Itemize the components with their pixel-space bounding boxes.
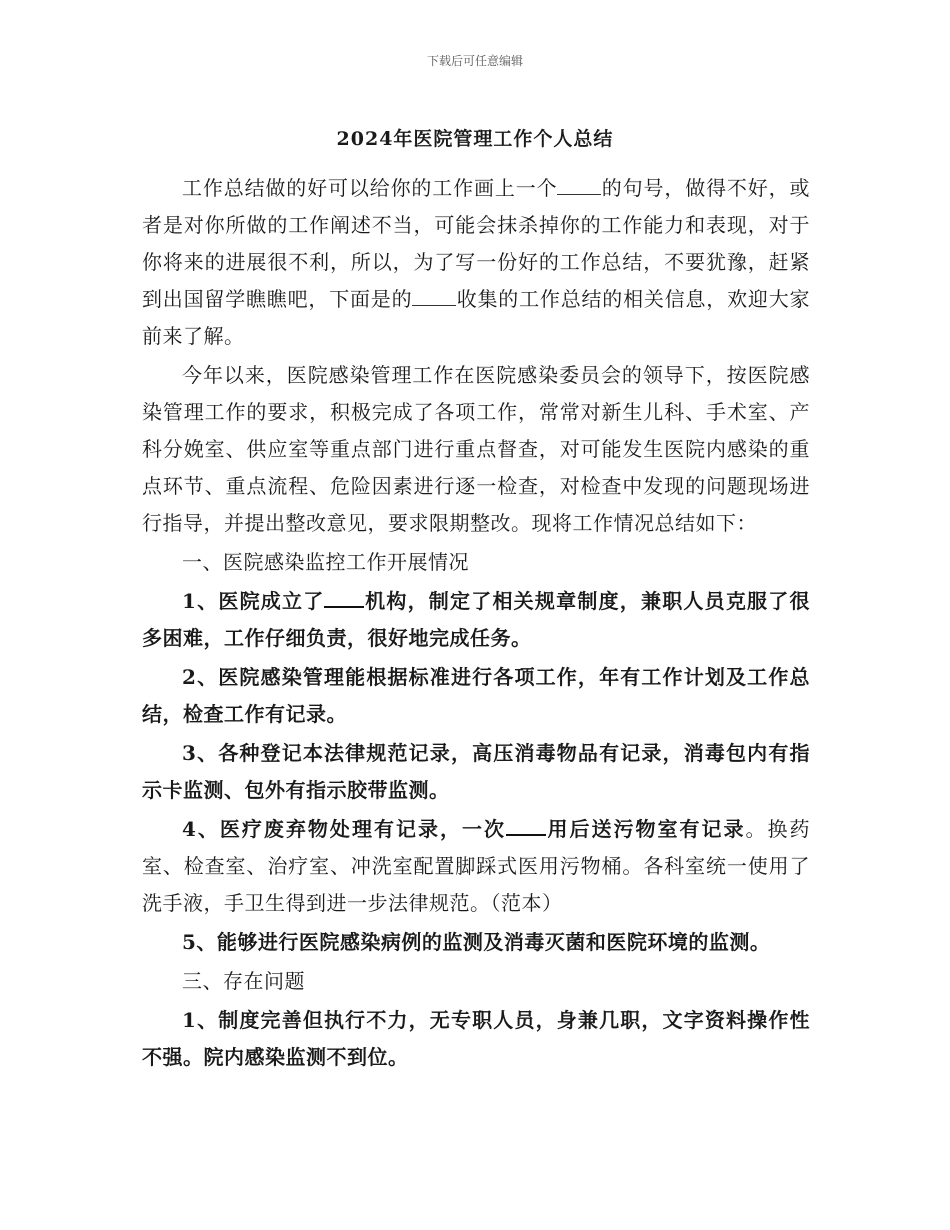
- blank-line: [557, 193, 601, 195]
- item1-text-2: 机构，制定了相关规章制度，兼职人员克服了很多困难，工作仔细负责，很好地完成任务。: [142, 589, 810, 650]
- intro-text-2: 的句号，做得不好，或者是对你所做的工作阐述不当，可能会抹杀掉你的工作能力和表现，对于你将来的进展很不利，所以，为了写一份好的工作总结，不要犹豫，赶紧到出国留学瞧瞧吧，下面是的: [142, 176, 811, 311]
- item1-text-1: 1、医院成立了: [182, 589, 325, 613]
- item4-text-1: 4、医疗废弃物处理有记录，一次: [182, 817, 506, 841]
- item4-text-2: 用后送污物室有记录: [545, 817, 746, 841]
- section-heading-1: 一、医院感染监控工作开展情况: [182, 550, 469, 574]
- item4-text-3: 。换药室、检查室、治疗室、冲洗室配置脚踩式医用污物桶。各科室统一使用了洗手液，手卫生得到进一步法律规范。（范本）: [142, 817, 811, 915]
- blank-line: [324, 605, 364, 608]
- problem-item-1: 1、制度完善但执行不力，无专职人员，身兼几职，文字资料操作性不强。院内感染监测不到位。: [142, 1008, 810, 1069]
- list-item-4: [142, 811, 810, 922]
- intro-paragraph: [142, 170, 810, 355]
- list-item-5: 5、能够进行医院感染病例的监测及消毒灭菌和医院环境的监测。: [182, 930, 771, 954]
- document-title: 2024年医院管理工作个人总结: [336, 128, 614, 150]
- list-item-3: 3、各种登记本法律规范记录，高压消毒物品有记录，消毒包内有指示卡监测、包外有指示胶带监测。: [142, 741, 810, 802]
- blank-line: [412, 304, 456, 306]
- blank-line: [506, 833, 546, 836]
- list-item-1: [142, 583, 810, 657]
- list-item-2: 2、医院感染管理能根据标准进行各项工作，年有工作计划及工作总结，检查工作有记录。: [142, 665, 810, 726]
- header-note: 下载后可任意编辑: [426, 54, 523, 68]
- overview-paragraph: 今年以来，医院感染管理工作在医院感染委员会的领导下，按医院感染管理工作的要求，积极完成了各项工作，常常对新生儿科、手术室、产科分娩室、供应室等重点部门进行重点督查，对可能发生医院内感染的重点环节、重点流程、危险因素进行逐一检查，对检查中发现的问题现场进行指导，并提出整改意见，要求限期整改。现将工作情况总结如下：: [142, 363, 810, 535]
- intro-text-3: 收集的工作总结的相关信息，欢迎大家前来了解。: [142, 287, 811, 348]
- document-body: [142, 170, 810, 1076]
- intro-text-1: 工作总结做的好可以给你的工作画上一个: [182, 176, 558, 200]
- section-heading-3: 三、存在问题: [182, 969, 305, 993]
